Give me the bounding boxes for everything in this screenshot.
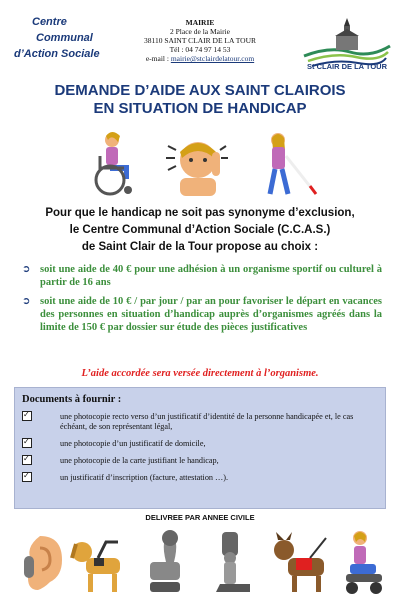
logo-text: St CLAIR DE LA TOUR: [307, 62, 387, 71]
delivree-note: DELIVREE PAR ANNEE CIVILE: [145, 513, 255, 522]
document-item-1: [22, 412, 377, 432]
intro-line-3: de Saint Clair de la Tour propose au choix :: [81, 241, 319, 253]
person-in-motorized-wheelchair-icon: [346, 531, 382, 594]
checkbox-icon: [22, 455, 32, 465]
documents-title: Documents à fournir :: [22, 394, 122, 405]
page-title: [20, 82, 380, 118]
disability-icons-bottom: [10, 528, 390, 598]
documents-list: [22, 412, 377, 490]
address-line-1: 2 Place de la Mairie: [170, 27, 230, 36]
document-item-2: [22, 439, 377, 449]
org-line-3: d’Action Sociale: [14, 48, 100, 60]
intro-line-1: Pour que le handicap ne soit pas synonyme d’exclusion,: [45, 207, 355, 219]
document-text-3: une photocopie de la carte justifiant le handicap,: [60, 456, 219, 465]
guide-dog-icon: [72, 542, 120, 592]
title-line-1: DEMANDE D’AIDE AUX SAINT CLAIROIS: [54, 82, 346, 99]
email-link[interactable]: mairie@stclairdelatour.com: [170, 54, 255, 63]
checkbox-icon: [22, 411, 32, 421]
offer-list: [22, 263, 382, 340]
offer-text-2: soit une aide de 10 € / par jour / par an pour favoriser le départ en vacances des personnes en situation d’handicap auprès d’organismes agréés dans la limite de 150 € par dossier sur étude des pièces justificatives: [40, 296, 382, 333]
mairie-address-block: [120, 18, 280, 63]
offer-item-2: [22, 295, 382, 334]
ear-with-hearing-aid-icon: [24, 536, 62, 590]
org-line-2: Communal: [36, 32, 93, 44]
offer-item-1: [22, 263, 382, 289]
address-line-2: 38110 SAINT CLAIR DE LA TOUR: [143, 36, 257, 45]
org-line-1: Centre: [32, 16, 67, 28]
intro-text: [20, 205, 380, 256]
deaf-person-icon: [166, 142, 228, 196]
mairie-title: MAIRIE: [185, 18, 215, 27]
checkbox-icon: [22, 472, 32, 482]
person-with-white-cane-icon: [270, 133, 316, 194]
phone: Tél : 04 74 97 14 53: [169, 45, 231, 54]
disability-icons-top: [80, 128, 320, 198]
intro-line-2: le Centre Communal d’Action Sociale (C.C.A.S.): [69, 224, 331, 236]
person-in-wheelchair-icon: [96, 132, 132, 194]
aide-note: L’aide accordée sera versée directement à l’organisme.: [81, 368, 319, 379]
document-item-3: [22, 456, 377, 466]
ccas-logo-text: [14, 14, 114, 62]
email-prefix: e-mail :: [145, 54, 171, 63]
title-line-2: EN SITUATION DE HANDICAP: [93, 100, 307, 117]
service-dog-icon: [274, 532, 326, 592]
arrow-bullet-icon: ➲: [22, 264, 31, 275]
document-text-1: une photocopie recto verso d’un justificatif d’identité de la personne handicapée et, le cas échéant, de son représentant légal,: [60, 412, 354, 431]
document-item-4: [22, 473, 377, 483]
document-text-2: une photocopie d’un justificatif de domicile,: [60, 439, 206, 448]
checkbox-icon: [22, 438, 32, 448]
mechanical-arm-icon: [150, 530, 180, 592]
email-line: [120, 54, 280, 63]
mechanical-leg-icon: [216, 532, 250, 592]
offer-text-1: soit une aide de 40 € pour une adhésion à un organisme sportif ou culturel à partir de 16 ans: [40, 264, 382, 288]
document-text-4: un justificatif d’inscription (facture, attestation …).: [60, 473, 229, 482]
arrow-bullet-icon: ➲: [22, 296, 31, 307]
